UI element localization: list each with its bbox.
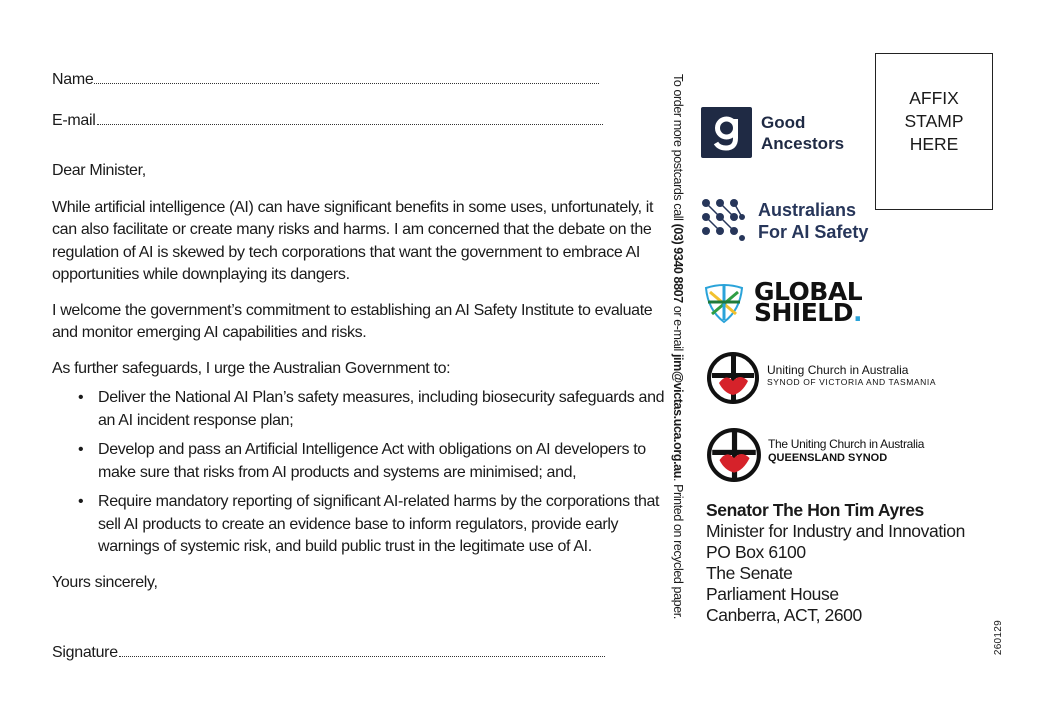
uca-victas-logo — [706, 351, 936, 405]
signature-label: Signature — [52, 644, 118, 661]
good-ancestors-line-2: Ancestors — [761, 133, 845, 153]
uca-victas-line-1: Uniting Church in Australia — [767, 363, 909, 377]
order-note-prefix: To order more postcards call — [671, 74, 685, 224]
uniting-church-emblem-icon — [706, 427, 762, 483]
email-field[interactable] — [52, 112, 603, 130]
stamp-box — [875, 53, 993, 210]
email-label: E-mail — [52, 112, 96, 129]
good-ancestors-mark-icon — [701, 107, 752, 158]
signature-dotted-line[interactable] — [119, 644, 605, 657]
name-label: Name — [52, 71, 94, 88]
name-field[interactable] — [52, 71, 599, 89]
signoff: Yours sincerely, — [52, 574, 158, 591]
email-dotted-line[interactable] — [97, 112, 603, 125]
letter-body — [52, 160, 662, 393]
stamp-line-2: STAMP — [904, 111, 964, 131]
stamp-line-1: AFFIX — [909, 88, 959, 108]
order-note-suffix: . Printed on recycled paper. — [671, 477, 685, 619]
ask-text: Require mandatory reporting of significant AI-related harms by the corporations that sell AI products to create an evidence base to inform regulators, provide early warnings of systemic risk, and build public trust in the legitimate use of AI. — [98, 493, 660, 555]
uca-victas-line-2: SYNOD OF VICTORIA AND TASMANIA — [767, 377, 937, 387]
bullet: • — [78, 493, 84, 510]
global-shield-logo — [702, 277, 863, 327]
bullet: • — [78, 441, 84, 458]
uniting-church-emblem-icon — [706, 351, 760, 405]
order-email: jim@victas.uca.org.au — [671, 353, 685, 478]
recipient-title: Minister for Industry and Innovation — [706, 521, 965, 541]
global-shield-dot: . — [853, 298, 862, 327]
signature-field[interactable] — [52, 644, 605, 662]
network-dots-icon — [701, 198, 747, 244]
ask-text: Develop and pass an Artificial Intelligence Act with obligations on AI developers to make sure that risks from AI products and systems are minimised; and, — [98, 441, 646, 481]
greeting: Dear Minister, — [52, 162, 146, 179]
recipient-name: Senator The Hon Tim Ayres — [706, 500, 924, 520]
list-item — [78, 387, 668, 432]
order-note-mid: or e-mail — [671, 302, 685, 354]
print-code: 260129 — [993, 620, 1004, 656]
uca-qld-line-1: The Uniting Church in Australia — [768, 437, 925, 451]
shield-mesh-icon — [702, 280, 746, 324]
address-po-box: PO Box 6100 — [706, 542, 806, 562]
good-ancestors-line-1: Good — [761, 112, 806, 132]
good-ancestors-logo — [701, 107, 844, 158]
global-shield-line-1: GLOBAL — [754, 277, 863, 306]
uca-qld-logo — [706, 427, 924, 483]
asks-list — [78, 387, 668, 566]
aas-line-2: For AI Safety — [758, 222, 869, 242]
list-item — [78, 439, 668, 484]
bullet: • — [78, 389, 84, 406]
stamp-line-3: HERE — [909, 134, 959, 154]
aas-line-1: Australians — [758, 200, 857, 220]
paragraph-3: As further safeguards, I urge the Australian Government to: — [52, 359, 451, 377]
order-note — [671, 74, 685, 619]
ask-text: Deliver the National AI Plan’s safety measures, including biosecurity safeguards and an AI incident response plan; — [98, 389, 665, 429]
global-shield-line-2: SHIELD — [754, 298, 853, 327]
address-building: Parliament House — [706, 584, 839, 604]
name-dotted-line[interactable] — [94, 71, 599, 84]
list-item — [78, 491, 668, 559]
order-phone: (03) 9340 8807 — [671, 223, 685, 303]
uca-qld-line-2: QUEENSLAND SYNOD — [768, 452, 888, 464]
paragraph-2: I welcome the government’s commitment to establishing an AI Safety Institute to evaluate and monitor emerging AI capabilities and risks. — [52, 301, 653, 341]
recipient-address — [706, 500, 965, 626]
paragraph-1: While artificial intelligence (AI) can have significant benefits in some uses, unfortunately, it can also facilitate or create many risks and harms. I am concerned that the debate on the regulation of AI is skewed by tech corporations that want the government to embrace AI opportunities while downplaying its dangers. — [52, 198, 654, 283]
address-city: Canberra, ACT, 2600 — [706, 605, 862, 625]
address-senate: The Senate — [706, 563, 793, 583]
aas-logo — [701, 198, 868, 244]
